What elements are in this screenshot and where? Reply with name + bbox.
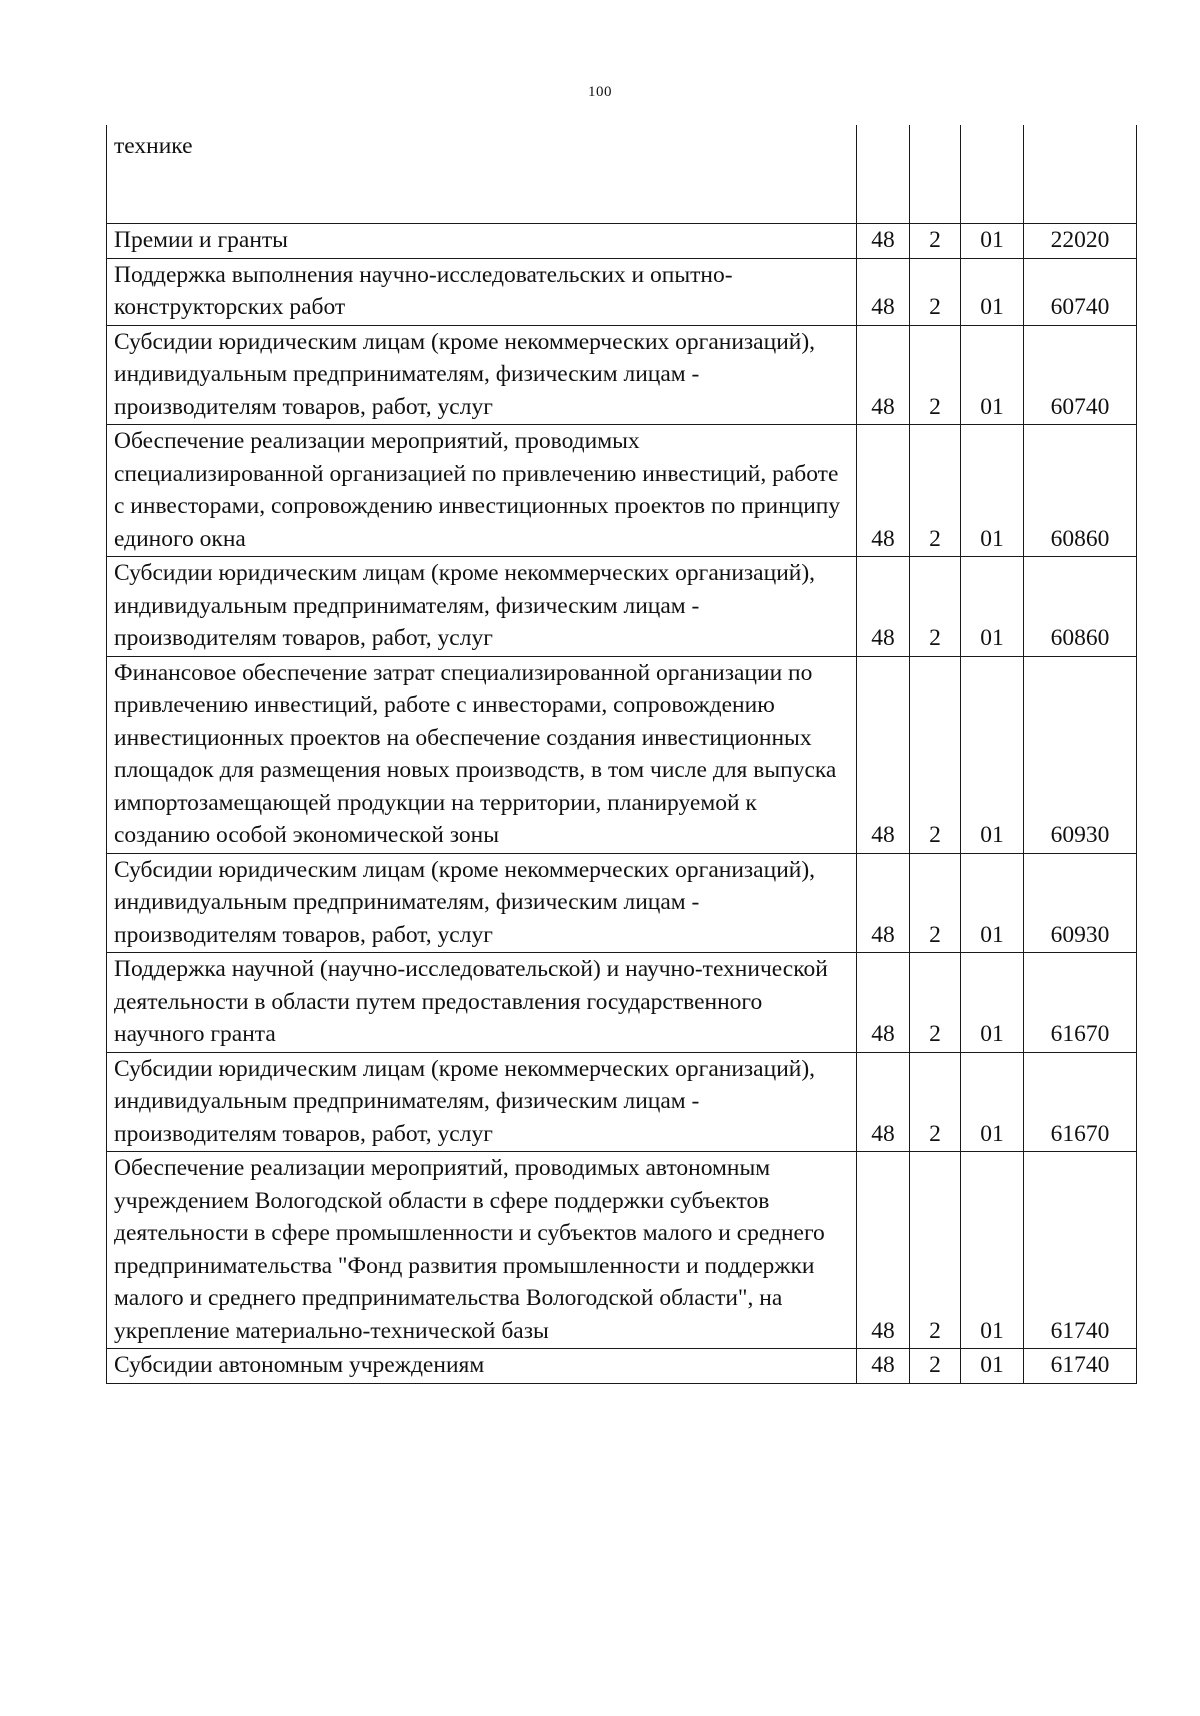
row-code-ministry: 48 — [857, 1052, 910, 1152]
row-code-program: 2 — [910, 1349, 961, 1384]
row-description: Субсидии юридическим лицам (кроме некоммерческих организаций), индивидуальным предпринимателям, физическим лицам - производителям товаров, работ, услуг — [107, 557, 857, 657]
page-number: 100 — [588, 84, 612, 100]
row-code-direction: 61670 — [1024, 953, 1137, 1053]
table-row — [107, 224, 1137, 259]
row-description: Поддержка выполнения научно-исследовательских и опытно-конструкторских работ — [107, 258, 857, 325]
row-code-subprogram: 01 — [961, 853, 1024, 953]
row-code-ministry: 48 — [857, 224, 910, 259]
row-description: Поддержка научной (научно-исследовательской) и научно-технической деятельности в области путем предоставления государственного научного гранта — [107, 953, 857, 1053]
table-row — [107, 656, 1137, 853]
row-code-direction: 60930 — [1024, 853, 1137, 953]
row-code-program: 2 — [910, 953, 961, 1053]
row-code-direction: 61670 — [1024, 1052, 1137, 1152]
row-code-ministry: 48 — [857, 1349, 910, 1384]
table-row — [107, 953, 1137, 1053]
row-code-direction: 61740 — [1024, 1152, 1137, 1349]
row-code-program: 2 — [910, 258, 961, 325]
table-row — [107, 325, 1137, 425]
table-row — [107, 425, 1137, 557]
row-code-ministry: 48 — [857, 953, 910, 1053]
budget-classification-table — [106, 125, 1137, 1384]
table-row — [107, 258, 1137, 325]
row-code-direction: 61740 — [1024, 1349, 1137, 1384]
row-code-subprogram: 01 — [961, 1349, 1024, 1384]
row-code-ministry: 48 — [857, 1152, 910, 1349]
table-row — [107, 557, 1137, 657]
row-code-subprogram — [961, 125, 1024, 224]
table-row — [107, 1152, 1137, 1349]
row-code-program: 2 — [910, 1152, 961, 1349]
row-code-program: 2 — [910, 656, 961, 853]
row-description: Премии и гранты — [107, 224, 857, 259]
row-code-direction: 60860 — [1024, 425, 1137, 557]
row-code-program: 2 — [910, 325, 961, 425]
table-row — [107, 1052, 1137, 1152]
row-code-subprogram: 01 — [961, 425, 1024, 557]
table-row — [107, 125, 1137, 224]
row-code-ministry: 48 — [857, 258, 910, 325]
row-code-ministry: 48 — [857, 325, 910, 425]
table-row — [107, 853, 1137, 953]
row-code-subprogram: 01 — [961, 224, 1024, 259]
row-code-direction: 60740 — [1024, 258, 1137, 325]
row-code-ministry: 48 — [857, 853, 910, 953]
row-code-program — [910, 125, 961, 224]
row-code-direction: 60930 — [1024, 656, 1137, 853]
row-code-program: 2 — [910, 425, 961, 557]
row-code-subprogram: 01 — [961, 258, 1024, 325]
row-code-ministry — [857, 125, 910, 224]
row-description: Субсидии юридическим лицам (кроме некоммерческих организаций), индивидуальным предпринимателям, физическим лицам - производителям товаров, работ, услуг — [107, 325, 857, 425]
row-code-direction: 22020 — [1024, 224, 1137, 259]
row-code-program: 2 — [910, 1052, 961, 1152]
row-code-program: 2 — [910, 224, 961, 259]
row-description: Обеспечение реализации мероприятий, проводимых автономным учреждением Вологодской области в сфере поддержки субъектов деятельности в сфере промышленности и субъектов малого и среднего предпринимательства "Фонд развития промышленности и поддержки малого и среднего предпринимательства Вологодской области", на укрепление материально-технической базы — [107, 1152, 857, 1349]
row-code-ministry: 48 — [857, 557, 910, 657]
row-code-program: 2 — [910, 853, 961, 953]
row-description: Субсидии юридическим лицам (кроме некоммерческих организаций), индивидуальным предпринимателям, физическим лицам - производителям товаров, работ, услуг — [107, 853, 857, 953]
row-code-subprogram: 01 — [961, 656, 1024, 853]
row-description: Субсидии юридическим лицам (кроме некоммерческих организаций), индивидуальным предпринимателям, физическим лицам - производителям товаров, работ, услуг — [107, 1052, 857, 1152]
row-code-subprogram: 01 — [961, 325, 1024, 425]
row-code-direction: 60860 — [1024, 557, 1137, 657]
row-code-direction: 60740 — [1024, 325, 1137, 425]
row-description: Обеспечение реализации мероприятий, проводимых специализированной организацией по привлечению инвестиций, работе с инвесторами, сопровождению инвестиционных проектов по принципу единого окна — [107, 425, 857, 557]
row-code-subprogram: 01 — [961, 953, 1024, 1053]
row-description: Финансовое обеспечение затрат специализированной организации по привлечению инвестиций, работе с инвесторами, сопровождению инвестиционных проектов на обеспечение создания инвестиционных площадок для размещения новых производств, в том числе для выпуска импортозамещающей продукции на территории, планируемой к созданию особой экономической зоны — [107, 656, 857, 853]
table-row — [107, 1349, 1137, 1384]
row-description: Субсидии автономным учреждениям — [107, 1349, 857, 1384]
row-code-direction — [1024, 125, 1137, 224]
row-code-subprogram: 01 — [961, 1152, 1024, 1349]
row-code-ministry: 48 — [857, 425, 910, 557]
row-code-subprogram: 01 — [961, 1052, 1024, 1152]
row-description: технике — [107, 125, 857, 224]
row-code-subprogram: 01 — [961, 557, 1024, 657]
row-code-ministry: 48 — [857, 656, 910, 853]
row-code-program: 2 — [910, 557, 961, 657]
